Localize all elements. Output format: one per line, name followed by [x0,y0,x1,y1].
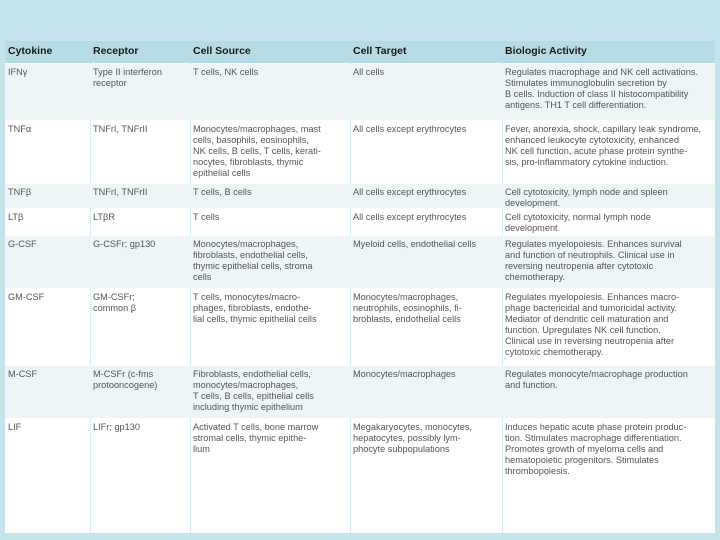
cell-activity: Fever, anorexia, shock, capillary leak syndrome, enhanced leukocyte cytotoxicity, enhanced NK cell function, acute phase protein synthe- sis, pro-inflammatory cytokine induction. [505,124,702,167]
cell-target: Monocytes/macrophages [353,369,456,379]
cell-target: All cells except erythrocytes [353,124,467,134]
cell-activity: Induces hepatic acute phase protein produc- tion. Stimulates macrophage differentiation. Promotes growth of myeloma cells and hematopoietic progenitors. Stimulates thrombopoiesis. [505,422,687,476]
table-row [5,236,715,288]
cell-receptor: G-CSFr; gp130 [93,239,156,249]
header-biologic-activity: Biologic Activity [505,45,587,57]
cell-target: Megakaryocytes, monocytes, hepatocytes, possibly lym- phocyte subpopulations [353,422,472,454]
cell-source: T cells, monocytes/macro- phages, fibroblasts, endothe- lial cells, thymic epithelial cells [193,292,317,324]
cell-target: All cells [353,67,385,77]
header-cytokine: Cytokine [8,45,53,57]
cell-receptor: TNFrI, TNFrII [93,124,148,134]
cell-source: T cells [193,212,220,222]
cell-source: Monocytes/macrophages, mast cells, basophils, eosinophils, NK cells, B cells, T cells, kerati- nocytes, fibroblasts, thymic epithelial cells [193,124,321,178]
table-row [5,366,715,418]
cytokine-table [5,41,715,533]
cell-cytokine: LIF [8,422,22,432]
cell-source: T cells, NK cells [193,67,259,77]
cell-cytokine: TNFβ [8,187,32,197]
cell-receptor: GM-CSFr; common β [93,292,137,313]
cell-target: All cells except erythrocytes [353,212,467,222]
cell-target: Monocytes/macrophages, neutrophils, eosinophils, fi- broblasts, endothelial cells [353,292,462,324]
table-row [5,121,715,183]
cell-cytokine: TNFα [8,124,32,134]
header-receptor: Receptor [93,45,139,57]
cell-receptor: Type II interferon receptor [93,67,162,88]
header-cell-source: Cell Source [193,45,251,57]
table-row [5,64,715,120]
cell-target: Myeloid cells, endothelial cells [353,239,477,249]
table-header [5,41,715,63]
table-row [5,289,715,365]
cell-activity: Regulates myelopoiesis. Enhances survival and function of neutrophils. Clinical use in reversing neutropenia after cytotoxic chemotherapy. [505,239,682,282]
cell-source: Fibroblasts, endothelial cells, monocytes/macrophages, T cells, B cells, epithelial cells including thymic epithelium [193,369,314,412]
cell-source: Monocytes/macrophages, fibroblasts, endothelial cells, thymic epithelial cells, stroma cells [193,239,313,282]
cell-receptor: LIFr; gp130 [93,422,140,432]
header-cell-target: Cell Target [353,45,407,57]
cell-activity: Regulates monocyte/macrophage production and function. [505,369,688,390]
table-row [5,209,715,235]
cell-activity: Regulates macrophage and NK cell activations. Stimulates immunoglobulin secretion by B cells. Induction of class II histocompatibility antigens. TH1 T cell differentiation. [505,67,699,110]
cell-cytokine: GM-CSF [8,292,45,302]
cell-cytokine: IFNγ [8,67,28,77]
cell-cytokine: M-CSF [8,369,38,379]
cell-receptor: M-CSFr (c-fms protooncogene) [93,369,158,390]
cell-source: Activated T cells, bone marrow stromal cells, thymic epithe- lium [193,422,319,454]
cell-cytokine: G-CSF [8,239,37,249]
cell-activity: Cell cytotoxicity, lymph node and spleen development. [505,187,668,208]
cell-cytokine: LTβ [8,212,24,222]
table-row [5,419,715,485]
cell-target: All cells except erythrocytes [353,187,467,197]
table-row [5,184,715,208]
cell-activity: Cell cytotoxicity, normal lymph node development [505,212,651,233]
cell-receptor: TNFrI, TNFrII [93,187,148,197]
cell-receptor: LTβR [93,212,115,222]
cell-activity: Regulates myelopoiesis. Enhances macro- phage bactericidal and tumoricidal activity. Mediator of dendritic cell maturation and function. Upregulates NK cell function. Clinical use in reversing neutropenia after cytotoxic chemotherapy. [505,292,680,357]
cell-source: T cells, B cells [193,187,252,197]
